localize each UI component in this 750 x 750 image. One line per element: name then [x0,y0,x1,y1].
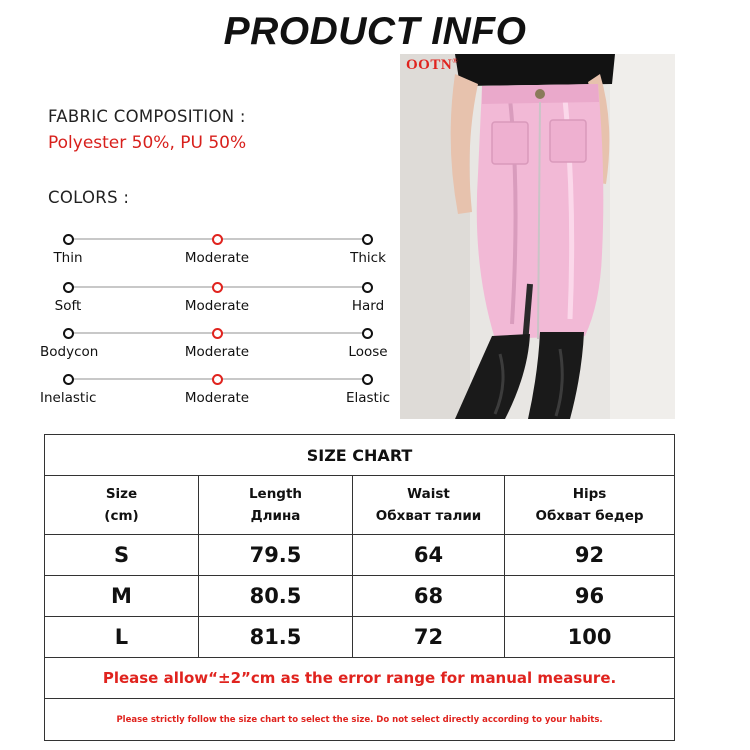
table-cell: 100 [505,617,675,658]
scale-dot-left [63,282,74,293]
page-title: PRODUCT INFO [223,10,527,53]
table-cell: 81.5 [199,617,353,658]
measurement-error-note: Please allow“±2”cm as the error range for manual measure. [45,658,675,699]
scale-label-right: Thick [350,250,386,266]
size-chart-table [44,434,675,741]
table-cell: 96 [505,576,675,617]
table-cell: L [45,617,199,658]
elasticity-scale [40,373,400,409]
scale-dot-selected [212,328,223,339]
column-header-line2: Обхват бедер [535,508,644,524]
column-header-line2: (cm) [104,508,139,524]
fabric-composition-label: FABRIC COMPOSITION : [48,107,246,126]
brand-mark: ® [452,57,458,65]
scale-label-left: Soft [54,298,82,314]
product-photo [400,54,675,419]
brand-logo [406,57,458,74]
product-photo-illustration [400,54,675,419]
table-cell: 92 [505,535,675,576]
brand-name: OOTN [406,57,453,73]
scale-label-left: Bodycon [40,344,99,360]
thickness-scale [40,233,400,269]
scale-dot-right [362,328,373,339]
table-row [45,535,675,576]
table-cell: M [45,576,199,617]
scale-dot-right [362,234,373,245]
column-header-line1: Hips [572,486,607,502]
size-selection-note: Please strictly follow the size chart to select the size. Do not select directly according to your habits. [45,699,675,741]
scale-label-right: Loose [348,344,388,360]
column-header-waist [353,476,505,535]
table-row [45,576,675,617]
column-header-length [199,476,353,535]
table-cell: 72 [353,617,505,658]
scale-dot-left [63,234,74,245]
scale-dot-selected [212,282,223,293]
table-row [45,617,675,658]
scale-dot-left [63,328,74,339]
table-cell: 68 [353,576,505,617]
scale-label-left: Inelastic [40,390,97,406]
scale-dot-left [63,374,74,385]
column-header-size [45,476,199,535]
column-header-hips [505,476,675,535]
scale-label-mid: Moderate [184,390,250,406]
scale-label-left: Thin [53,250,83,266]
table-cell: 79.5 [199,535,353,576]
table-cell: S [45,535,199,576]
size-chart-title: SIZE CHART [45,435,675,476]
column-header-line2: Длина [250,508,301,524]
scale-label-mid: Moderate [184,298,250,314]
column-header-line1: Size [105,486,138,502]
table-cell: 80.5 [199,576,353,617]
scale-label-right: Hard [351,298,385,314]
scale-dot-right [362,282,373,293]
table-cell: 64 [353,535,505,576]
scale-label-mid: Moderate [184,250,250,266]
colors-label: COLORS : [48,188,130,207]
scale-dot-selected [212,374,223,385]
scale-label-mid: Moderate [184,344,250,360]
size-chart-header-row [45,476,675,535]
column-header-line1: Length [248,486,303,502]
scale-dot-right [362,374,373,385]
scale-dot-selected [212,234,223,245]
fit-scale [40,327,400,363]
scale-label-right: Elastic [345,390,391,406]
softness-scale [40,281,400,317]
fabric-composition-value: Polyester 50%, PU 50% [48,133,247,153]
column-header-line2: Обхват талии [375,508,482,524]
column-header-line1: Waist [407,486,450,502]
